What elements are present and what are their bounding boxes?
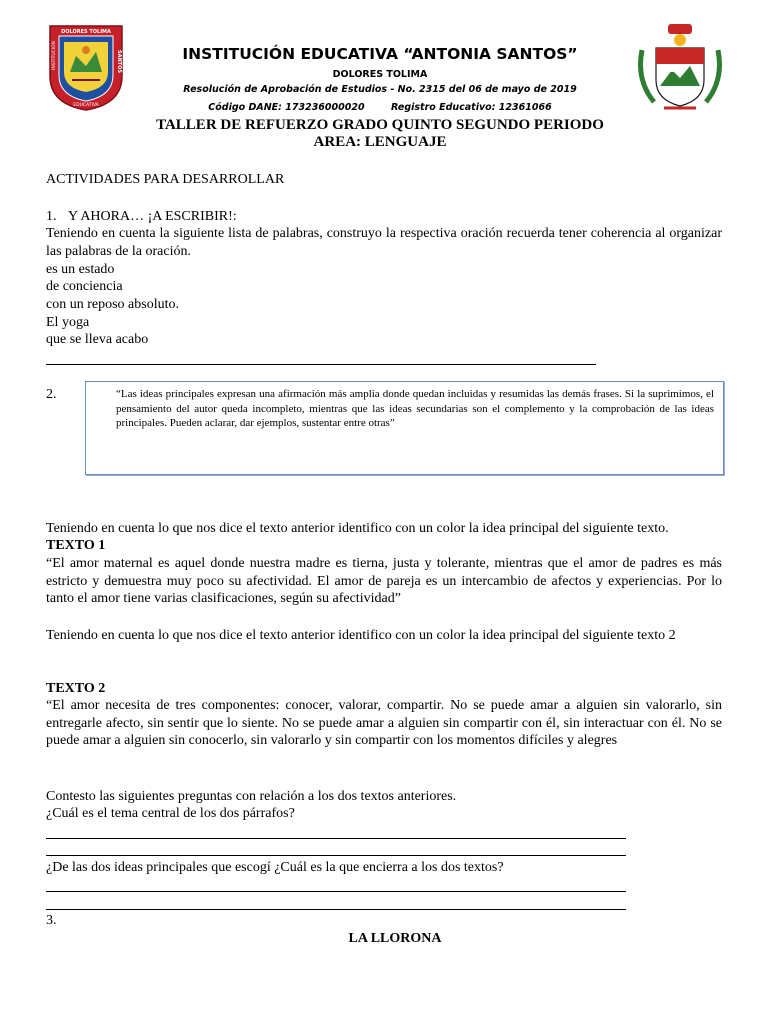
item1-number: 1.	[46, 209, 57, 224]
questions-intro: Contesto las siguientes preguntas con relación a los dos textos anteriores.	[46, 789, 457, 804]
texto2-title: TEXTO 2	[46, 681, 106, 696]
word-item: es un estado	[46, 262, 115, 277]
school-emblem-icon	[44, 20, 128, 112]
item3-number: 3.	[46, 913, 57, 928]
answer-line[interactable]	[46, 891, 626, 892]
instruction-text-1: Teniendo en cuenta lo que nos dice el texto anterior identifico con un color la idea principal del siguiente texto.	[46, 521, 669, 536]
coat-of-arms-icon	[634, 20, 726, 112]
activities-heading: ACTIVIDADES PARA DESARROLLAR	[46, 172, 285, 187]
word-item: de conciencia	[46, 279, 123, 294]
item1-title: Y AHORA… ¡A ESCRIBIR!:	[68, 209, 237, 224]
item3-title: LA LLORONA	[348, 931, 442, 946]
word-item: con un reposo absoluto.	[46, 297, 179, 312]
answer-line[interactable]	[46, 909, 626, 910]
question-1: ¿Cuál es el tema central de los dos párrafos?	[46, 806, 295, 821]
item2-number: 2.	[46, 387, 57, 402]
answer-line[interactable]	[46, 364, 596, 365]
question-2: ¿De las dos ideas principales que escogí ¿Cuál es la que encierra a los dos textos?	[46, 860, 504, 875]
left-logo-side-text-right: SANTOS	[116, 50, 122, 73]
word-item: que se lleva acabo	[46, 332, 149, 347]
quote-box	[85, 381, 724, 475]
quote-text: “Las ideas principales expresan una afirmación más amplia donde quedan incluidas y resumidas las demás frases. Si la suprimimos, el pensamiento del autor queda incompleto, mientras que las ideas secundarias son el complemento y la comprobación de las ideas principales. Pueden aclarar, dar ejemplos, sustentar entre otras”	[116, 388, 714, 429]
area-title: AREA: LENGUAJE	[313, 134, 447, 150]
texto2-body: “El amor necesita de tres componentes: conocer, valorar, compartir. No se puede amar a alguien sin valorarlo, sin entregarle afecto, sin sentir que lo siente. No se puede amar a alguien sin compartir con él, sin interactuar con él. No se puede amar a alguien sin conocerlo, sin valorarlo y sin compartir con los momentos difíciles y alegres	[46, 698, 722, 748]
texto1-body: “El amor maternal es aquel donde nuestra madre es tierna, justa y tolerante, mientras que el amor de padres es más estricto y demuestra muy poco su afectividad. El amor de pareja es un intercambio de afectos y experiencias. Por lo tanto el amor tiene varias clasificaciones, según su afectividad”	[46, 556, 722, 606]
resolution-line: Resolución de Aprobación de Estudios - No. 2315 del 06 de mayo de 2019	[183, 84, 577, 95]
workshop-title: TALLER DE REFUERZO GRADO QUINTO SEGUNDO PERIODO	[156, 117, 604, 133]
town-name: DOLORES TOLIMA	[332, 69, 428, 80]
left-logo-side-text: INSTITUCIÓN	[52, 40, 57, 70]
answer-line[interactable]	[46, 838, 626, 839]
item1-instruction: Teniendo en cuenta la siguiente lista de palabras, construyo la respectiva oración recuerda tener coherencia al organizar las palabras de la oración.	[46, 226, 722, 259]
word-item: El yoga	[46, 315, 90, 330]
texto1-title: TEXTO 1	[46, 538, 106, 553]
instruction-text-2: Teniendo en cuenta lo que nos dice el texto anterior identifico con un color la idea principal del siguiente texto 2	[46, 628, 676, 643]
answer-line[interactable]	[46, 855, 626, 856]
codes-line: Código DANE: 173236000020 Registro Educativo: 12361066	[208, 102, 552, 113]
institution-name: INSTITUCIÓN EDUCATIVA “ANTONIA SANTOS”	[182, 45, 578, 63]
left-logo-arc-text: DOLORES TOLIMA	[61, 29, 111, 35]
left-logo-bottom-text: EDUCATIVA	[73, 103, 99, 108]
